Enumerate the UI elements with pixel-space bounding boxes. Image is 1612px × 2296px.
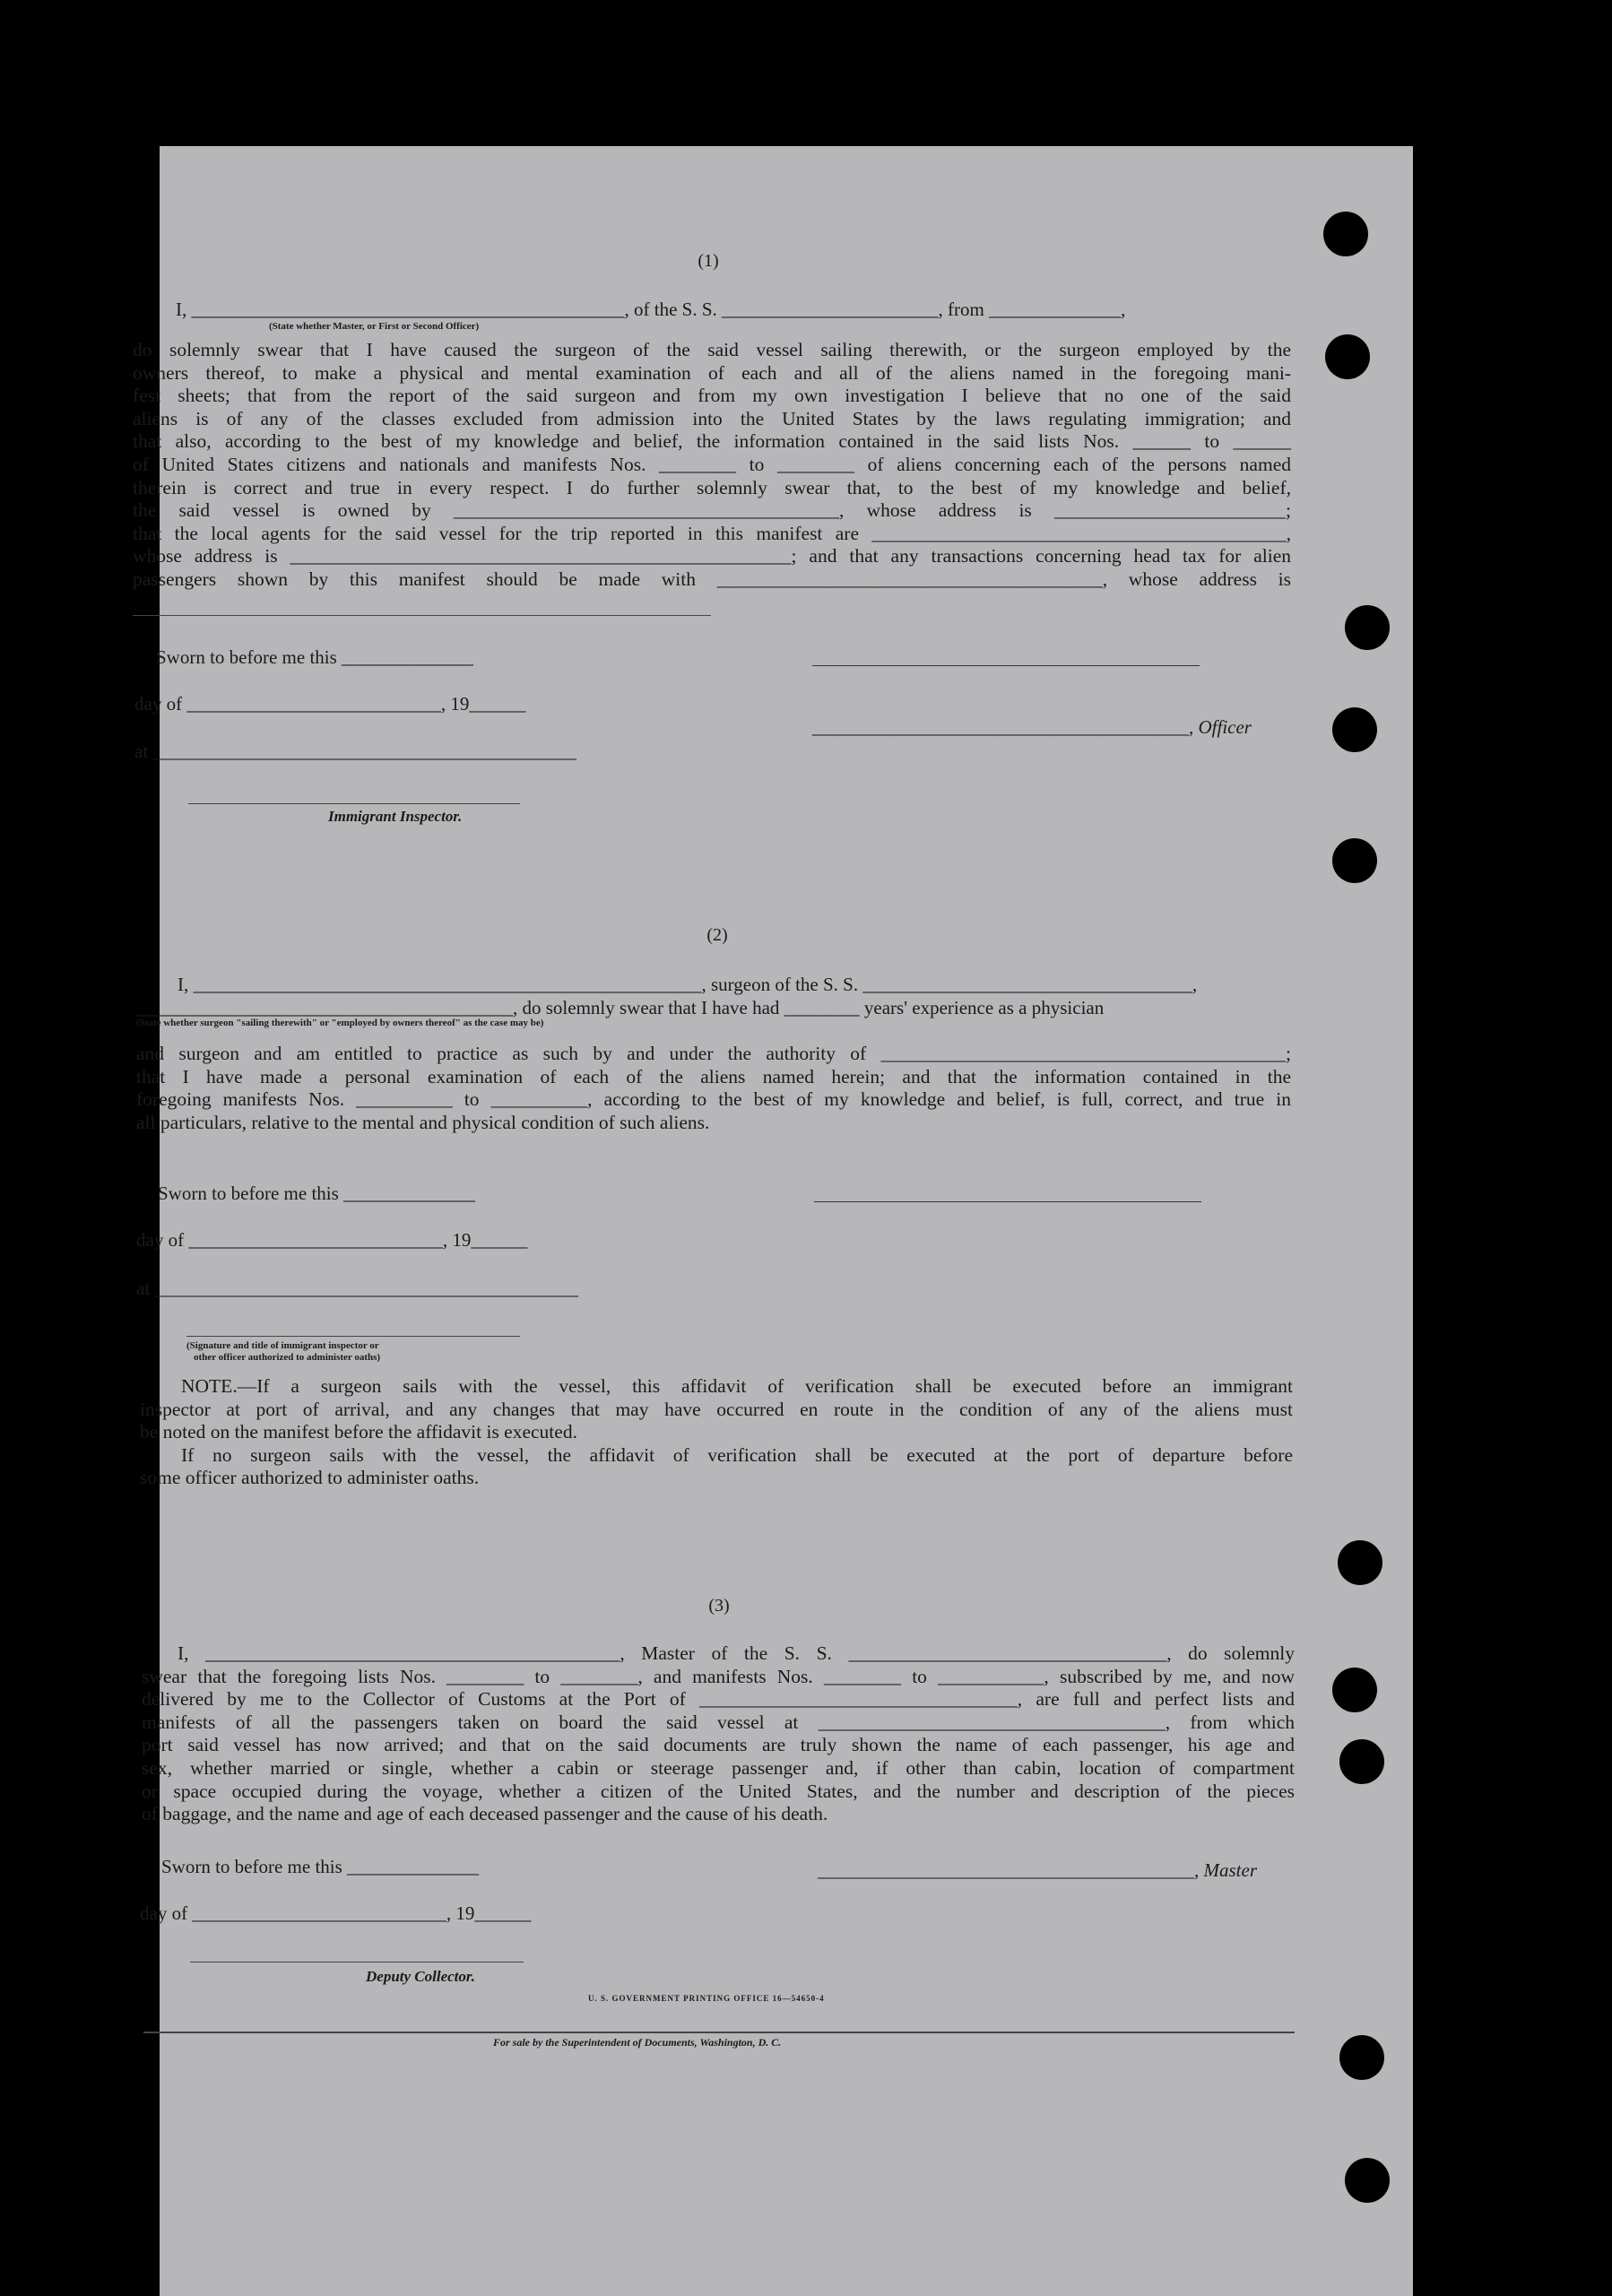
footer-text: For sale by the Superintendent of Documents, Washington, D. C. bbox=[493, 2036, 782, 2049]
section1-first-line-caption: (State whether Master, or First or Second Officer) bbox=[269, 321, 480, 332]
punch-hole bbox=[1332, 838, 1377, 883]
section-number: (3) bbox=[708, 1596, 730, 1616]
section-number: (2) bbox=[706, 925, 728, 945]
section2-first-line: I, ______________________________________________________, surgeon of the S. S. ___________________________________, bbox=[178, 974, 1198, 995]
punch-hole bbox=[1345, 2158, 1390, 2203]
sworn-line: Sworn to before me this ______________ bbox=[161, 1856, 480, 1877]
inspector-signature-line bbox=[188, 803, 520, 804]
section1-first-line: I, ______________________________________________, of the S. S. _______________________, from ______________, bbox=[176, 299, 1126, 320]
section1-paragraph: do solemnly swear that I have caused the surgeon of the said vessel sailing therewith, or the surgeon employed by the owners thereof, to make a physical and mental examination of each and all of the aliens named in the foregoing mani- fest sheets; that from the report of the said surgeon and from my own investigation I believe that no one of the said aliens is of any of the classes excluded from admission into the United States by the laws regulating immigration; and that also, according to the best of my knowledge and belief, the information contained in the said lists Nos. ______ to ______ of United States citizens and nationals and manifests Nos. ________ to ________ of aliens concerning each of the persons named therein is correct and true in every respect. I do further solemnly swear that, to the best of my knowledge and belief, the said vessel is owned by ________________________________________, whose address is ________________________; that the local agents for the said vessel for the trip reported in this manifest are ___________________________________________, whose address is ____________________________________________________; and that any transactions concerning head tax for alien passengers shown by this manifest should be made with ________________________________________, whose address is bbox=[133, 339, 1291, 590]
section3-paragraph: I, ___________________________________________, Master of the S. S. _________________________________, do solemnly swear that the foregoing lists Nos. ________ to ________, and manifests Nos. ________ to ___________, subscribed by me, and now delivered by me to the Collector of Customs at the Port of _________________________________, are full and perfect lists and manifests of all the passengers taken on board the said vessel at ____________________________________, from which port said vessel has now arrived; and that on the said documents are truly shown the name of each passenger, his age and sex, whether married or single, whether a cabin or steerage passenger and, if other than cabin, location of compartment or space occupied during the voyage, whether a citizen of the United States, and the number and description of the pieces of baggage, and the name and age of each deceased passenger and the cause of his death. bbox=[142, 1642, 1295, 1825]
inspector-signature-line bbox=[186, 1336, 520, 1337]
punch-hole bbox=[1338, 1540, 1382, 1585]
master-line: ________________________________________, Master bbox=[818, 1859, 1257, 1881]
punch-hole bbox=[1332, 707, 1377, 752]
punch-hole bbox=[1345, 605, 1390, 650]
sworn-line: Sworn to before me this ______________ bbox=[156, 646, 474, 668]
signature-caption: other officer authorized to administer oaths) bbox=[194, 1352, 381, 1363]
footer-rule bbox=[143, 2032, 1295, 2033]
day-line: day of ___________________________, 19______ bbox=[136, 1229, 528, 1251]
collector-caption: Deputy Collector. bbox=[366, 1968, 475, 1985]
section2-second-line: ________________________________________, do solemnly swear that I have had ________ years' experience as a physician bbox=[136, 997, 1105, 1018]
note-paragraph: NOTE.—If a surgeon sails with the vessel, this affidavit of verification shall be executed before an immigrant inspector at port of arrival, and any changes that may have occurred en route in the condition of any of the aliens must be noted on the manifest before the affidavit is executed. If no surgeon sails with the vessel, the affidavit of verification shall be executed at the port of departure before some officer authorized to administer oaths. bbox=[140, 1375, 1293, 1489]
signature-caption: (Signature and title of immigrant inspector or bbox=[186, 1340, 379, 1351]
punch-hole bbox=[1325, 334, 1370, 379]
sworn-line: Sworn to before me this ______________ bbox=[158, 1183, 476, 1204]
officer-line: ________________________________________, Officer bbox=[812, 716, 1252, 738]
punch-hole bbox=[1323, 212, 1368, 256]
section1-address-line bbox=[133, 615, 711, 616]
section2-second-line-caption: (State whether surgeon "sailing therewith" or "employed by owners thereof" as the case may be) bbox=[136, 1018, 544, 1028]
punch-hole bbox=[1332, 1668, 1377, 1712]
printing-office-line: U. S. GOVERNMENT PRINTING OFFICE 16—54650-4 bbox=[588, 1994, 825, 2003]
punch-hole bbox=[1339, 2035, 1384, 2080]
section2-paragraph: and surgeon and am entitled to practice as such by and under the authority of __________________________________________; that I have made a personal examination of each of the aliens named herein; and that the information contained in the foregoing manifests Nos. __________ to __________, according to the best of my knowledge and belief, is full, correct, and true in all particulars, relative to the mental and physical condition of such aliens. bbox=[136, 1043, 1291, 1133]
day-line: day of ___________________________, 19______ bbox=[134, 693, 526, 715]
surgeon-signature-line bbox=[814, 1182, 1201, 1202]
punch-hole bbox=[1339, 1739, 1384, 1784]
at-line: at _____________________________________________ bbox=[136, 1278, 578, 1299]
at-line: at _____________________________________________ bbox=[134, 741, 576, 762]
officer-signature-line bbox=[812, 645, 1200, 666]
day-line: day of ___________________________, 19______ bbox=[140, 1902, 532, 1924]
section-number: (1) bbox=[698, 251, 719, 271]
inspector-caption: Immigrant Inspector. bbox=[328, 808, 463, 825]
